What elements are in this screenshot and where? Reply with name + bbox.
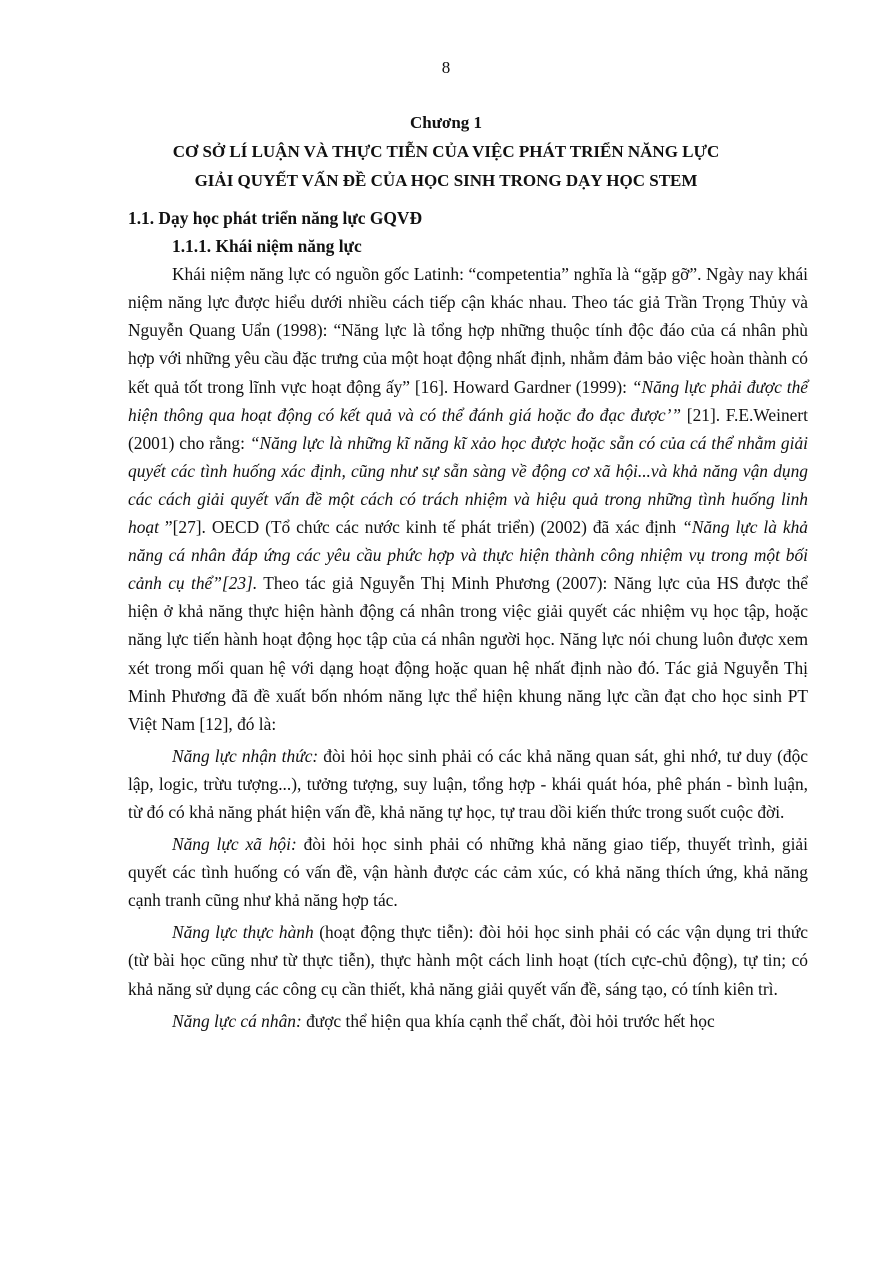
paragraph-practical-competence — [128, 918, 808, 1002]
chapter-title-line-2: GIẢI QUYẾT VẤN ĐỀ CỦA HỌC SINH TRONG DẠY HỌC STEM — [194, 171, 698, 190]
paragraph-text: Khái niệm năng lực có nguồn gốc Latinh: “competentia” nghĩa là “gặp gỡ”. Ngày nay khái niệm năng lực được hiểu dưới nhiều cách tiếp cận khác nhau. Theo tác giả Trần Trọng Thủy và Nguyễn Quang Uẩn (1998): “Năng lực là tổng hợp những thuộc tính độc đáo của cá nhân phù hợp với những yêu cầu đặc trưng của một hoạt động nhất định, nhằm đảm bảo việc hoàn thành có kết quả tốt trong lĩnh vực hoạt động ấy” [16]. Howard Gardner (1999): — [128, 264, 808, 397]
term-social: Năng lực xã hội: — [172, 834, 297, 855]
quote-oecd: “Năng lực là khả năng cá nhân đáp ứng các yêu cầu phức hợp và thực hiện thành công nhiệm vụ trong một bối cảnh cụ thể”[23]. — [128, 517, 809, 594]
quote-gardner: “Năng lực phải được thể hiện thông qua hoạt động có kết quả và có thể đánh giá hoặc đo đạc được’” — [128, 376, 808, 425]
paragraph-cognitive-competence — [128, 742, 808, 826]
body-text — [128, 204, 808, 1035]
paragraph-text: đòi hỏi học sinh phải có những khả năng giao tiếp, thuyết trình, giải quyết các tình huống có vấn đề, vận hành được các cảm xúc, có khả năng thích ứng, khả năng cạnh tranh cũng như khả năng hợp tác. — [128, 834, 808, 911]
page-number: 8 — [441, 58, 451, 77]
paragraph-text: (hoạt động thực tiễn): đòi hỏi học sinh phải có các vận dụng tri thức (từ bài học cũng như từ thực tiễn), thực hành một cách linh hoạt (tích cực-chủ động), tự tin; có khả năng sử dụng các công cụ cần thiết, khả năng giải quyết vấn đề, sáng tạo, có tính kiên trì. — [128, 922, 808, 999]
subsection-heading: 1.1.1. Khái niệm năng lực — [172, 236, 362, 257]
paragraph-definition — [128, 260, 808, 738]
chapter-label: Chương 1 — [409, 113, 483, 132]
paragraph-text: ”[27]. OECD (Tổ chức các nước kinh tế phát triển) (2002) đã xác định — [158, 517, 683, 538]
quote-weinert: “Năng lực là những kĩ năng kĩ xảo học được hoặc sẵn có của cá thể nhằm giải quyết các tình huống xác định, cũng như sự sẵn sàng về động cơ xã hội...và khả năng vận dụng các cách giải quyết vấn đề một cách có trách nhiệm và hiệu quả trong những tình huống linh hoạt — [128, 432, 808, 538]
term-practical: Năng lực thực hành — [172, 922, 314, 943]
paragraph-social-competence — [128, 830, 808, 914]
chapter-title-line-1: CƠ SỞ LÍ LUẬN VÀ THỰC TIỄN CỦA VIỆC PHÁT TRIỂN NĂNG LỰC — [172, 142, 720, 161]
section-heading: 1.1. Dạy học phát triển năng lực GQVĐ — [128, 208, 423, 228]
paragraph-text: đòi hỏi học sinh phải có các khả năng quan sát, ghi nhớ, tư duy (độc lập, logic, trừu tượng...), tưởng tượng, suy luận, tổng hợp - khái quát hóa, phê phán - bình luận, từ đó có khả năng phát hiện vấn đề, khả năng tự học, tự trau dồi kiến thức trong suốt cuộc đời. — [128, 745, 808, 822]
term-personal: Năng lực cá nhân: — [172, 1010, 302, 1031]
paragraph-text: được thể hiện qua khía cạnh thể chất, đòi hỏi trước hết học — [301, 1010, 715, 1031]
paragraph-personal-competence — [128, 1007, 808, 1035]
chapter-heading — [0, 108, 892, 195]
paragraph-text: [21]. F.E.Weinert (2001) cho rằng: — [128, 404, 808, 453]
term-cognitive: Năng lực nhận thức: — [172, 745, 319, 766]
paragraph-text: Theo tác giả Nguyễn Thị Minh Phương (2007): Năng lực của HS được thể hiện ở khả năng thực hiện hành động cá nhân trong việc giải quyết các nhiệm vụ học tập, hoặc năng lực tiến hành hoạt động học tập của cá nhân người học. Năng lực nói chung luôn được xem xét trong mối quan hệ với dạng hoạt động hoặc quan hệ nhất định nào đó. Tác giả Nguyễn Thị Minh Phương đã đề xuất bốn nhóm năng lực thể hiện khung năng lực cần đạt cho học sinh PT Việt Nam [12], đó là: — [128, 573, 808, 734]
